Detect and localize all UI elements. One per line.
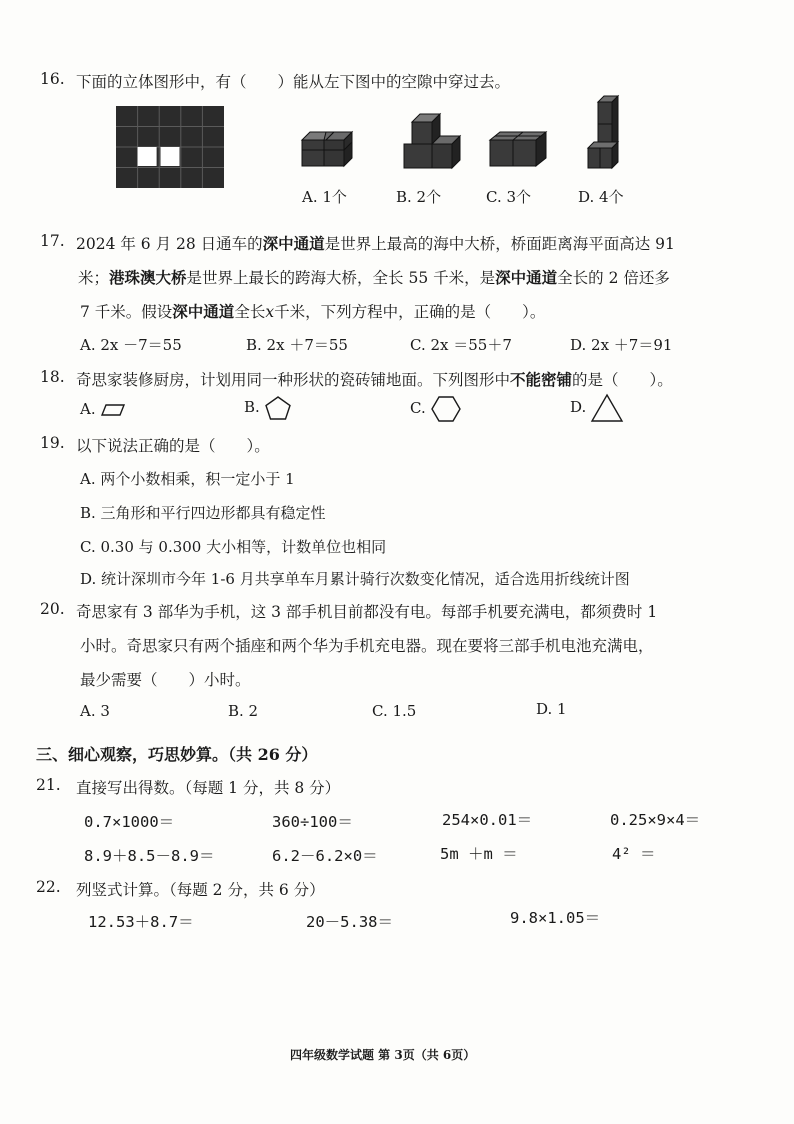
q18-option-a bbox=[80, 400, 126, 418]
q18-option-b bbox=[244, 396, 291, 420]
section-3-title: 三、细心观察，巧思妙算。（共 26 分） bbox=[36, 745, 318, 764]
q18-text-bold: 不能密铺 bbox=[510, 370, 573, 389]
q21-item-3: 254×0.01＝ bbox=[442, 811, 533, 829]
q17-option-c: C. 2x ＝55＋7 bbox=[410, 336, 512, 354]
q17-line1 bbox=[76, 232, 675, 254]
q18-option-d bbox=[570, 394, 623, 422]
q17-line3 bbox=[80, 300, 545, 322]
q17-number: 17. bbox=[40, 232, 65, 250]
q17-line1-a: 2024 年 6 月 28 日通车的 bbox=[76, 235, 263, 253]
q21-item-8: 4² ＝ bbox=[612, 845, 656, 863]
q19-option-a: A. 两个小数相乘，积一定小于 1 bbox=[80, 470, 295, 488]
q18-text-c: 的是（ ）。 bbox=[572, 371, 673, 389]
q22-text: 列竖式计算。（每题 2 分，共 6 分） bbox=[76, 881, 325, 899]
q19-option-c: C. 0.30 与 0.300 大小相等，计数单位也相同 bbox=[80, 538, 387, 556]
q20-line2: 小时。奇思家只有两个插座和两个华为手机充电器。现在要将三部手机电池充满电， bbox=[80, 637, 654, 655]
q21-number: 21. bbox=[36, 776, 61, 794]
q18-option-d-label: D. bbox=[570, 398, 587, 416]
q20-option-d: D. 1 bbox=[536, 700, 567, 718]
q22-item-3: 9.8×1.05＝ bbox=[510, 909, 601, 927]
q19-option-b: B. 三角形和平行四边形都具有稳定性 bbox=[80, 504, 326, 522]
q20-option-b: B. 2 bbox=[228, 702, 259, 720]
q18-text bbox=[76, 368, 673, 390]
q16-solid-a-figure bbox=[300, 128, 362, 172]
q21-item-1: 0.7×1000＝ bbox=[84, 813, 175, 831]
q20-line1: 奇思家有 3 部华为手机，这 3 部手机目前都没有电。每部手机要充满电，都须费时 1 bbox=[76, 603, 658, 621]
q16-grid-figure bbox=[116, 106, 224, 188]
q19-text: 以下说法正确的是（ ）。 bbox=[76, 437, 270, 455]
q18-number: 18. bbox=[40, 368, 65, 386]
q16-option-d: D. 4个 bbox=[578, 188, 624, 206]
q17-line3-a: 7 千米。假设 bbox=[80, 303, 173, 321]
q21-item-2: 360÷100＝ bbox=[272, 813, 353, 831]
page-footer: 四年级数学试题 第 3页（共 6页） bbox=[290, 1048, 476, 1062]
q17-line2 bbox=[78, 266, 670, 288]
q20-option-c: C. 1.5 bbox=[372, 702, 417, 720]
q16-number: 16. bbox=[40, 70, 65, 88]
q16-solid-b-figure bbox=[402, 112, 466, 174]
q21-item-5: 8.9＋8.5－8.9＝ bbox=[84, 847, 215, 865]
q17-line2-c: 是世界上最长的跨海大桥，全长 55 千米，是 bbox=[186, 269, 496, 287]
q19-option-d: D. 统计深圳市今年 1-6 月共享单车月累计骑行次数变化情况，适合选用折线统计图 bbox=[80, 570, 630, 588]
q16-option-b: B. 2个 bbox=[396, 188, 442, 206]
q16-text: 下面的立体图形中，有（ ）能从左下图中的空隙中穿过去。 bbox=[76, 73, 511, 91]
q22-item-1: 12.53＋8.7＝ bbox=[88, 913, 194, 931]
q18-option-c-label: C. bbox=[410, 399, 426, 417]
pentagon-icon bbox=[265, 396, 291, 420]
q17-option-a: A. 2x －7＝55 bbox=[80, 336, 182, 354]
q18-option-c bbox=[410, 396, 461, 422]
q22-item-2: 20－5.38＝ bbox=[306, 913, 393, 931]
triangle-icon bbox=[591, 394, 623, 422]
q17-line3-x: x bbox=[265, 303, 275, 321]
q17-line3-c: 全长 bbox=[234, 303, 266, 321]
q21-text: 直接写出得数。（每题 1 分，共 8 分） bbox=[76, 779, 341, 797]
q16-option-c: C. 3个 bbox=[486, 188, 532, 206]
q17-line1-bold: 深中通道 bbox=[262, 234, 325, 253]
q16-gap-left bbox=[138, 147, 157, 166]
q17-line2-e: 全长的 2 倍还多 bbox=[557, 269, 670, 287]
q18-text-a: 奇思家装修厨房，计划用同一种形状的瓷砖铺地面。下列图形中 bbox=[76, 371, 511, 389]
q16-solid-d-figure bbox=[586, 94, 626, 174]
parallelogram-icon bbox=[100, 403, 126, 417]
q21-item-6: 6.2－6.2×0＝ bbox=[272, 847, 378, 865]
q21-item-7: 5m ＋m ＝ bbox=[440, 845, 518, 863]
q16-solid-c-figure bbox=[488, 128, 552, 172]
q17-line2-bold1: 港珠澳大桥 bbox=[109, 268, 187, 287]
q18-option-a-label: A. bbox=[80, 400, 96, 418]
q17-line2-a: 米； bbox=[78, 269, 110, 287]
q20-option-a: A. 3 bbox=[80, 702, 110, 720]
q22-number: 22. bbox=[36, 878, 61, 896]
q19-number: 19. bbox=[40, 434, 65, 452]
hexagon-icon bbox=[431, 396, 461, 422]
q17-option-d: D. 2x ＋7＝91 bbox=[570, 336, 673, 354]
q17-line3-bold: 深中通道 bbox=[172, 302, 235, 321]
q20-line3: 最少需要（ ）小时。 bbox=[80, 671, 251, 689]
q17-line3-d: 千米，下列方程中，正确的是（ ）。 bbox=[274, 303, 546, 321]
q16-gap-right bbox=[161, 147, 180, 166]
q17-line2-bold2: 深中通道 bbox=[495, 268, 558, 287]
q17-line1-c: 是世界上最高的海中大桥，桥面距离海平面高达 91 bbox=[324, 235, 675, 253]
q16-option-a: A. 1个 bbox=[302, 188, 347, 206]
q17-option-b: B. 2x ＋7＝55 bbox=[246, 336, 348, 354]
q18-option-b-label: B. bbox=[244, 398, 260, 416]
q20-number: 20. bbox=[40, 600, 65, 618]
q21-item-4: 0.25×9×4＝ bbox=[610, 811, 701, 829]
